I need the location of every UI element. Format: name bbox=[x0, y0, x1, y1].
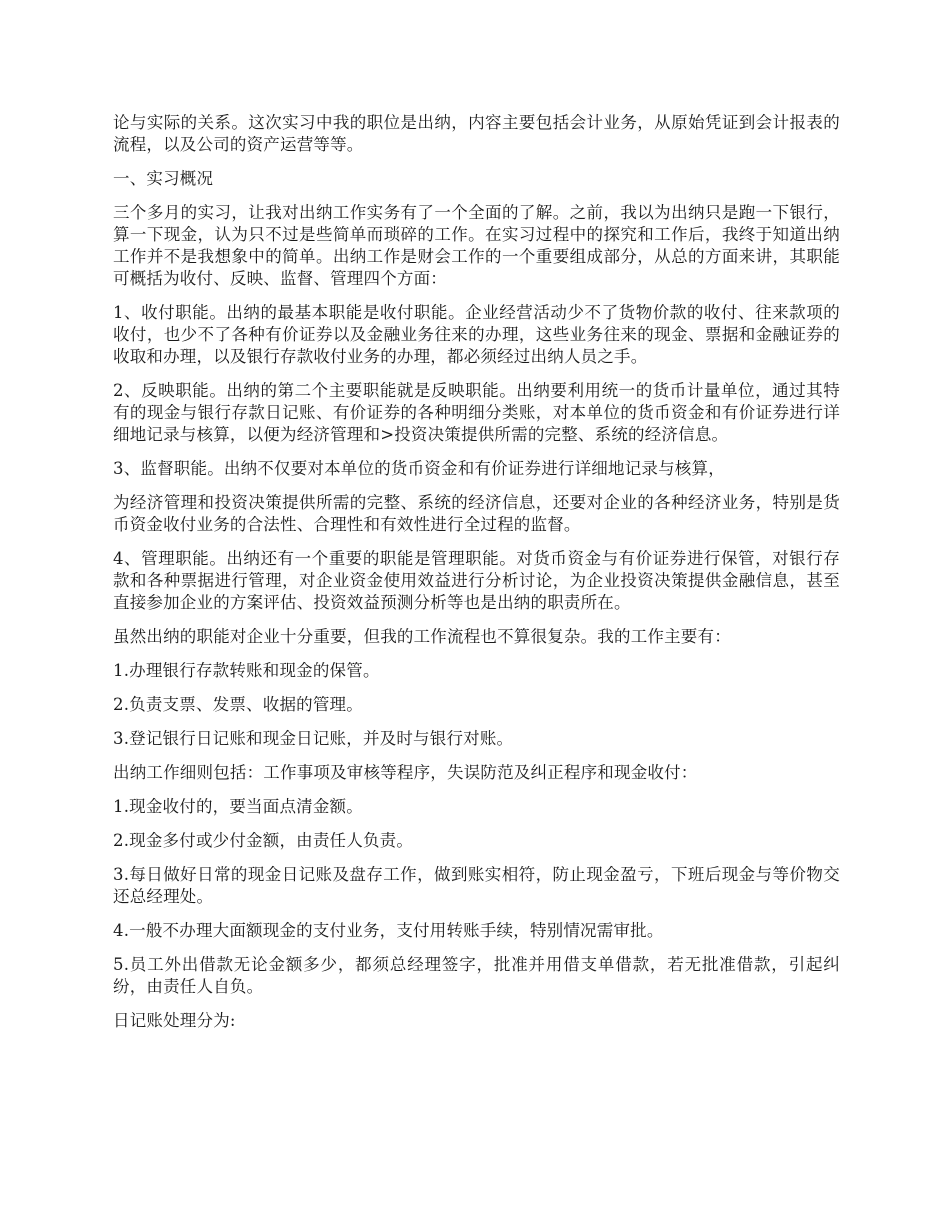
list-item-rule-1: 1.现金收付的，要当面点清金额。 bbox=[113, 797, 363, 816]
paragraph-function-reflection: 2、反映职能。出纳的第二个主要职能就是反映职能。出纳要利用统一的货币计量单位，通过其特有的现金与银行存款日记账、有价证券的各种明细分类账，对本单位的货币资金和有价证券进行详细地记录与核算，以便为经济管理和>投资决策提供所需的完整、系统的经济信息。 bbox=[113, 381, 840, 444]
paragraph-workflow-intro: 虽然出纳的职能对企业十分重要，但我的工作流程也不算很复杂。我的工作主要有： bbox=[113, 627, 731, 646]
paragraph-function-management: 4、管理职能。出纳还有一个重要的职能是管理职能。对货币资金与有价证券进行保管，对银行存款和各种票据进行管理，对企业资金使用效益进行分析讨论，为企业投资决策提供金融信息，甚至直接参加企业的方案评估、投资效益预测分析等也是出纳的职责所在。 bbox=[113, 549, 840, 612]
list-item-rule-2: 2.现金多付或少付金额，由责任人负责。 bbox=[113, 831, 414, 850]
document-body bbox=[113, 112, 840, 1044]
list-item-rule-4: 4.一般不办理大面额现金的支付业务，支付用转账手续，特别情况需审批。 bbox=[113, 921, 664, 940]
paragraph-function-payment: 1、收付职能。出纳的最基本职能是收付职能。企业经营活动少不了货物价款的收付、往来款项的收付，也少不了各种有价证券以及金融业务往来的办理，这些业务往来的现金、票据和金融证券的收取和办理，以及银行存款收付业务的办理，都必须经过出纳人员之手。 bbox=[113, 303, 840, 366]
paragraph-supervision-continued: 为经济管理和投资决策提供所需的完整、系统的经济信息，还要对企业的各种经济业务，特别是货币资金收付业务的合法性、合理性和有效性进行全过程的监督。 bbox=[113, 493, 840, 534]
paragraph-function-supervision: 3、监督职能。出纳不仅要对本单位的货币资金和有价证券进行详细地记录与核算， bbox=[113, 459, 725, 478]
list-item-duty-3: 3.登记银行日记账和现金日记账，并及时与银行对账。 bbox=[113, 729, 514, 748]
list-item-duty-2: 2.负责支票、发票、收据的管理。 bbox=[113, 695, 363, 714]
paragraph-journal-processing: 日记账处理分为: bbox=[113, 1011, 236, 1030]
section-heading-internship-overview: 一、实习概况 bbox=[113, 169, 214, 188]
paragraph-intro-continuation: 论与实际的关系。这次实习中我的职位是出纳，内容主要包括会计业务，从原始凭证到会计报表的流程，以及公司的资产运营等等。 bbox=[113, 113, 840, 154]
list-item-rule-5: 5.员工外出借款无论金额多少，都须总经理签字，批准并用借支单借款，若无批准借款，引起纠纷，由责任人自负。 bbox=[113, 955, 840, 996]
paragraph-overview: 三个多月的实习，让我对出纳工作实务有了一个全面的了解。之前，我以为出纳只是跑一下银行，算一下现金，认为只不过是些简单而琐碎的工作。在实习过程中的探究和工作后，我终于知道出纳工作并不是我想象中的简单。出纳工作是财会工作的一个重要组成部分，从总的方面来讲，其职能可概括为收付、反映、监督、管理四个方面： bbox=[113, 203, 840, 288]
paragraph-rules-intro: 出纳工作细则包括：工作事项及审核等程序，失误防范及纠正程序和现金收付： bbox=[113, 763, 698, 782]
list-item-duty-1: 1.办理银行存款转账和现金的保管。 bbox=[113, 661, 380, 680]
list-item-rule-3: 3.每日做好日常的现金日记账及盘存工作，做到账实相符，防止现金盈亏，下班后现金与等价物交还总经理处。 bbox=[113, 865, 840, 906]
